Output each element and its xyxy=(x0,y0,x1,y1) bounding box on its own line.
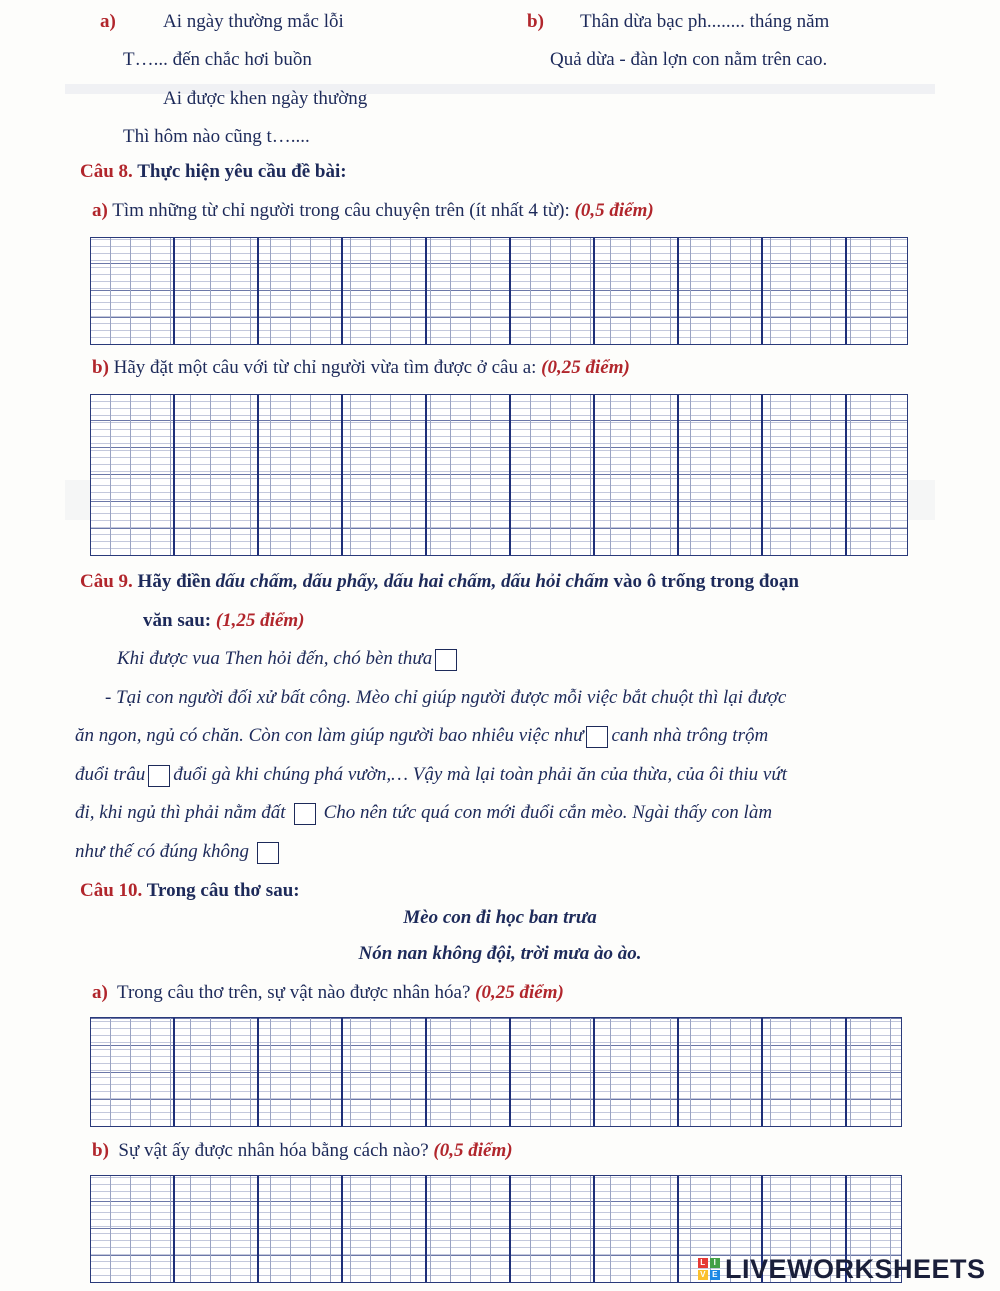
q10b-label: b) xyxy=(92,1140,109,1161)
q10-verse-2: Nón nan không đội, trời mưa ào ào. xyxy=(358,943,642,964)
q9-prompt-italic: dấu chấm, dấu phẩy, dấu hai chấm, dấu hỏi chấm xyxy=(215,571,609,592)
q9-blank-4[interactable] xyxy=(294,803,316,825)
q8-prompt: Thực hiện yêu cầu đề bài: xyxy=(137,161,347,182)
q9-heading-2 xyxy=(143,609,305,633)
q9-para-line-4 xyxy=(75,763,787,787)
q9-para-line-6 xyxy=(75,840,282,864)
q9-p1-text: Khi được vua Then hỏi đến, chó bèn thưa xyxy=(117,648,433,669)
poem-a-line-3: Ai được khen ngày thường xyxy=(163,88,368,109)
q9-p6-text: như thế có đúng không xyxy=(75,841,249,862)
q9-p5a-text: đi, khi ngủ thì phải nằm đất xyxy=(75,802,286,823)
q9-blank-2[interactable] xyxy=(586,726,608,748)
q10-title: Câu 10. xyxy=(80,880,143,901)
q9-para-line-1 xyxy=(117,647,460,671)
logo-letter-l: L xyxy=(698,1258,708,1268)
q8a-text: Tìm những từ chỉ người trong câu chuyện trên (ít nhất 4 từ): xyxy=(112,200,570,221)
poem-b-label: b) xyxy=(527,11,544,32)
poem-a-line-1: Ai ngày thường mắc lỗi xyxy=(163,11,344,32)
poem-b-line-1: Thân dừa bạc ph........ tháng năm xyxy=(580,11,830,32)
q9-heading xyxy=(80,570,799,594)
q9-para-line-5 xyxy=(75,801,772,825)
q10a-line xyxy=(92,981,564,1005)
q9-prompt-1: Hãy điền xyxy=(137,571,211,592)
q10a-text: Trong câu thơ trên, sự vật nào được nhân hóa? xyxy=(117,982,471,1003)
q10a-points: (0,25 điểm) xyxy=(475,982,564,1003)
q10b-text: Sự vật ấy được nhân hóa bằng cách nào? xyxy=(118,1140,429,1161)
q8a-label: a) xyxy=(92,200,108,221)
q10-prompt: Trong câu thơ sau: xyxy=(146,880,300,901)
q9-blank-5[interactable] xyxy=(257,842,279,864)
poem-a-line-4: Thì hôm nào cũng t….... xyxy=(123,126,310,147)
liveworksheets-logo-icon xyxy=(698,1258,720,1280)
q9-para-line-2: - Tại con người đối xử bất công. Mèo chỉ giúp người được mỗi việc bắt chuột thì lại được xyxy=(105,687,787,708)
q8b-points: (0,25 điểm) xyxy=(541,357,630,378)
q10a-answer-grid[interactable] xyxy=(90,1017,902,1127)
liveworksheets-text: LIVEWORKSHEETS xyxy=(725,1253,986,1284)
q8a-answer-grid[interactable] xyxy=(90,237,908,345)
poem-a-line-2: T…... đến chắc hơi buồn xyxy=(123,49,312,70)
q8b-line xyxy=(92,356,630,380)
logo-letter-i: I xyxy=(710,1258,720,1268)
q9-title: Câu 9. xyxy=(80,571,133,592)
q9-blank-3[interactable] xyxy=(148,765,170,787)
q8b-text: Hãy đặt một câu với từ chỉ người vừa tìm được ở câu a: xyxy=(113,357,537,378)
q10b-points: (0,5 điểm) xyxy=(433,1140,513,1161)
q8b-answer-grid[interactable] xyxy=(90,394,908,556)
q8-heading xyxy=(80,160,347,184)
q9-p3b-text: canh nhà trông trộm xyxy=(611,725,769,746)
q8-title: Câu 8. xyxy=(80,161,133,182)
q10-verse-1: Mèo con đi học ban trưa xyxy=(403,907,597,928)
q9-para-line-3 xyxy=(75,724,768,748)
q9-p3a-text: ăn ngon, ngủ có chăn. Còn con làm giúp người bao nhiêu việc như xyxy=(75,725,584,746)
poem-a-label: a) xyxy=(100,11,116,32)
q8a-line xyxy=(92,199,654,223)
poem-b-line-2: Quả dừa - đàn lợn con nằm trên cao. xyxy=(550,49,828,70)
q9-blank-1[interactable] xyxy=(435,649,457,671)
logo-letter-e: E xyxy=(710,1270,720,1280)
q9-p4b-text: đuổi gà khi chúng phá vườn,… Vậy mà lại toàn phải ăn của thừa, của ôi thiu vứt xyxy=(173,764,788,785)
q9-prompt-3: văn sau: xyxy=(143,610,212,631)
q9-p4a-text: đuổi trâu xyxy=(75,764,146,785)
q9-p5b-text: Cho nên tức quá con mới đuổi cắn mèo. Ngài thấy con làm xyxy=(323,802,773,823)
q10-heading xyxy=(80,879,300,903)
liveworksheets-logo xyxy=(698,1252,986,1286)
q8b-label: b) xyxy=(92,357,109,378)
q8a-points: (0,5 điểm) xyxy=(574,200,654,221)
q10b-line xyxy=(92,1139,513,1163)
q10a-label: a) xyxy=(92,982,108,1003)
q9-prompt-2: vào ô trống trong đoạn xyxy=(613,571,799,592)
q9-points: (1,25 điểm) xyxy=(215,610,305,631)
logo-letter-v: V xyxy=(698,1270,708,1280)
